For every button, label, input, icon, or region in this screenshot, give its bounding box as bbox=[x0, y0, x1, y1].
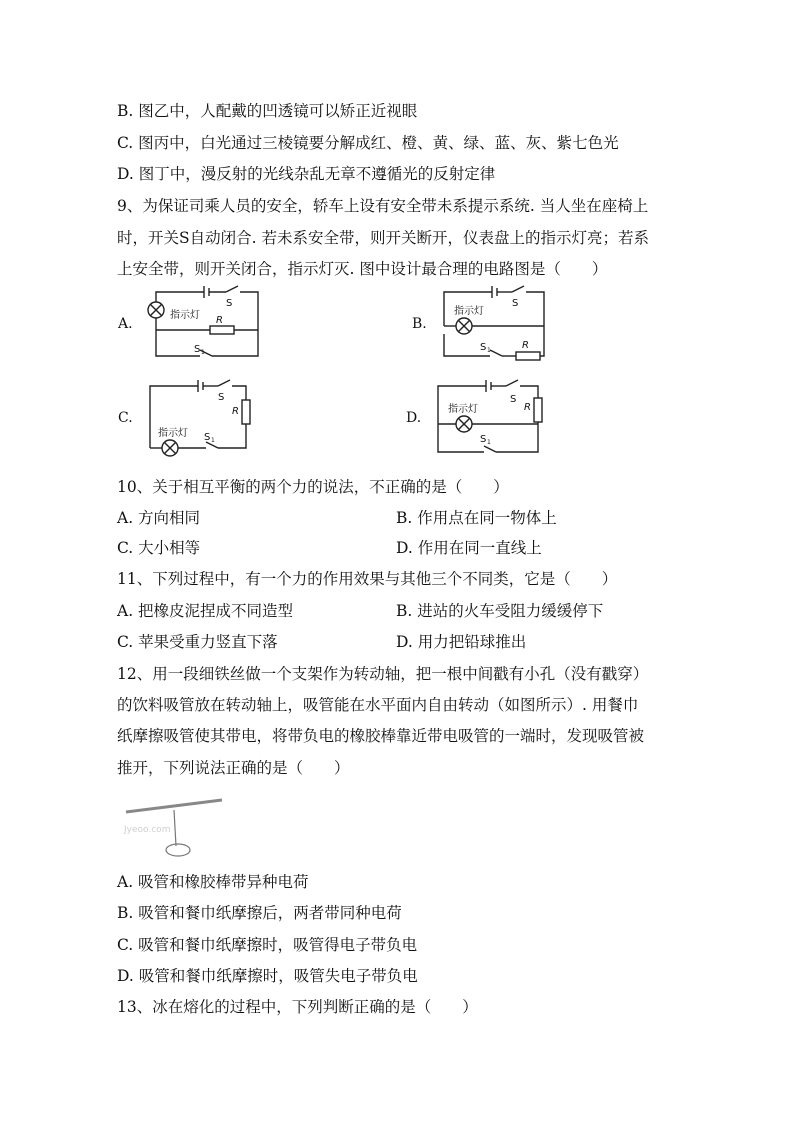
straw-pivot-figure bbox=[118, 792, 228, 858]
q8-option-c: C. 图丙中，白光通过三棱镜要分解成红、橙、黄、绿、蓝、灰、紫七色光 bbox=[117, 134, 619, 152]
circuit-b-lamp-text: 指示灯 bbox=[454, 306, 484, 317]
circuit-a-switch-s1-sub: 1 bbox=[201, 349, 205, 356]
circuit-b-switch-s1: S bbox=[480, 342, 487, 353]
q12-option-d: D. 吸管和餐巾纸摩擦时，吸管失电子带负电 bbox=[117, 967, 418, 985]
circuit-c-lamp-text: 指示灯 bbox=[158, 428, 188, 439]
q9-stem-line-3: 上安全带，则开关闭合，指示灯灭. 图中设计最合理的电路图是（ ） bbox=[117, 260, 608, 278]
q12-option-a: A. 吸管和橡胶棒带异种电荷 bbox=[117, 873, 309, 891]
circuit-d-label: D. bbox=[406, 410, 422, 426]
q8-option-b: B. 图乙中，人配戴的凹透镜可以矫正近视眼 bbox=[117, 102, 418, 120]
circuit-c-resistor-label: R bbox=[232, 406, 239, 417]
q10-option-b: B. 作用点在同一物体上 bbox=[396, 509, 557, 527]
circuit-b-switch-s: S bbox=[512, 298, 519, 309]
circuit-d-switch-s1: S bbox=[480, 434, 487, 445]
q11-option-c: C. 苹果受重力竖直下落 bbox=[117, 633, 278, 651]
q8-option-d: D. 图丁中，漫反射的光线杂乱无章不遵循光的反射定律 bbox=[117, 165, 496, 183]
q9-stem-line-2: 时，开关S自动闭合. 若未系安全带，则开关断开，仪表盘上的指示灯亮；若系 bbox=[117, 229, 649, 247]
circuit-c-label: C. bbox=[118, 410, 133, 426]
q13-stem: 13、冰在熔化的过程中，下列判断正确的是（ ） bbox=[117, 998, 478, 1016]
circuit-c-switch-s1: S bbox=[204, 432, 211, 443]
circuit-a-resistor-label: R bbox=[216, 315, 223, 326]
circuit-a-switch-s1: S bbox=[194, 344, 201, 355]
circuit-a-switch-s: S bbox=[226, 298, 233, 309]
q10-option-a: A. 方向相同 bbox=[117, 509, 201, 527]
circuit-b-label: B. bbox=[412, 316, 427, 332]
q11-stem: 11、下列过程中，有一个力的作用效果与其他三个不同类，它是（ ） bbox=[117, 570, 618, 588]
circuit-d-resistor-label: R bbox=[524, 402, 531, 413]
q9-stem-line-1: 9、为保证司乘人员的安全，轿车上设有安全带未系提示系统. 当人坐在座椅上 bbox=[117, 197, 649, 215]
circuit-c-switch-s: S bbox=[218, 392, 225, 403]
q12-stem-line-1: 12、用一段细铁丝做一个支架作为转动轴，把一根中间戳有小孔（没有戳穿） bbox=[117, 665, 649, 683]
q10-option-d: D. 作用在同一直线上 bbox=[396, 539, 542, 557]
q11-option-d: D. 用力把铅球推出 bbox=[396, 633, 527, 651]
circuit-c-switch-s1-sub: 1 bbox=[211, 437, 215, 444]
circuit-d-switch-s: S bbox=[510, 394, 517, 405]
circuit-d-switch-s1-sub: 1 bbox=[487, 439, 491, 446]
q10-option-c: C. 大小相等 bbox=[117, 539, 201, 557]
circuit-d-lamp-text: 指示灯 bbox=[448, 404, 478, 415]
circuit-b-resistor-label: R bbox=[522, 340, 529, 351]
q11-option-a: A. 把橡皮泥捏成不同造型 bbox=[117, 602, 294, 620]
circuit-c-diagram bbox=[146, 380, 256, 456]
figure-watermark: Jyeoo.com bbox=[124, 825, 171, 835]
q12-stem-line-3: 纸摩擦吸管使其带电，将带负电的橡胶棒靠近带电吸管的一端时，发现吸管被 bbox=[117, 727, 645, 745]
circuit-a-lamp-text: 指示灯 bbox=[170, 310, 200, 321]
q12-option-c: C. 吸管和餐巾纸摩擦时，吸管得电子带负电 bbox=[117, 936, 418, 954]
q10-stem: 10、关于相互平衡的两个力的说法，不正确的是（ ） bbox=[117, 478, 509, 496]
q12-stem-line-2: 的饮料吸管放在转动轴上，吸管能在水平面内自由转动（如图所示）. 用餐巾 bbox=[117, 696, 639, 714]
q11-option-b: B. 进站的火车受阻力缓缓停下 bbox=[396, 602, 604, 620]
q12-stem-line-4: 推开，下列说法正确的是（ ） bbox=[117, 759, 350, 777]
circuit-b-switch-s1-sub: 1 bbox=[487, 347, 491, 354]
q12-option-b: B. 吸管和餐巾纸摩擦后，两者带同种电荷 bbox=[117, 904, 402, 922]
circuit-a-diagram bbox=[140, 288, 265, 360]
circuit-b-diagram bbox=[440, 288, 550, 360]
circuit-d-diagram bbox=[434, 380, 548, 456]
circuit-a-label: A. bbox=[118, 316, 133, 332]
